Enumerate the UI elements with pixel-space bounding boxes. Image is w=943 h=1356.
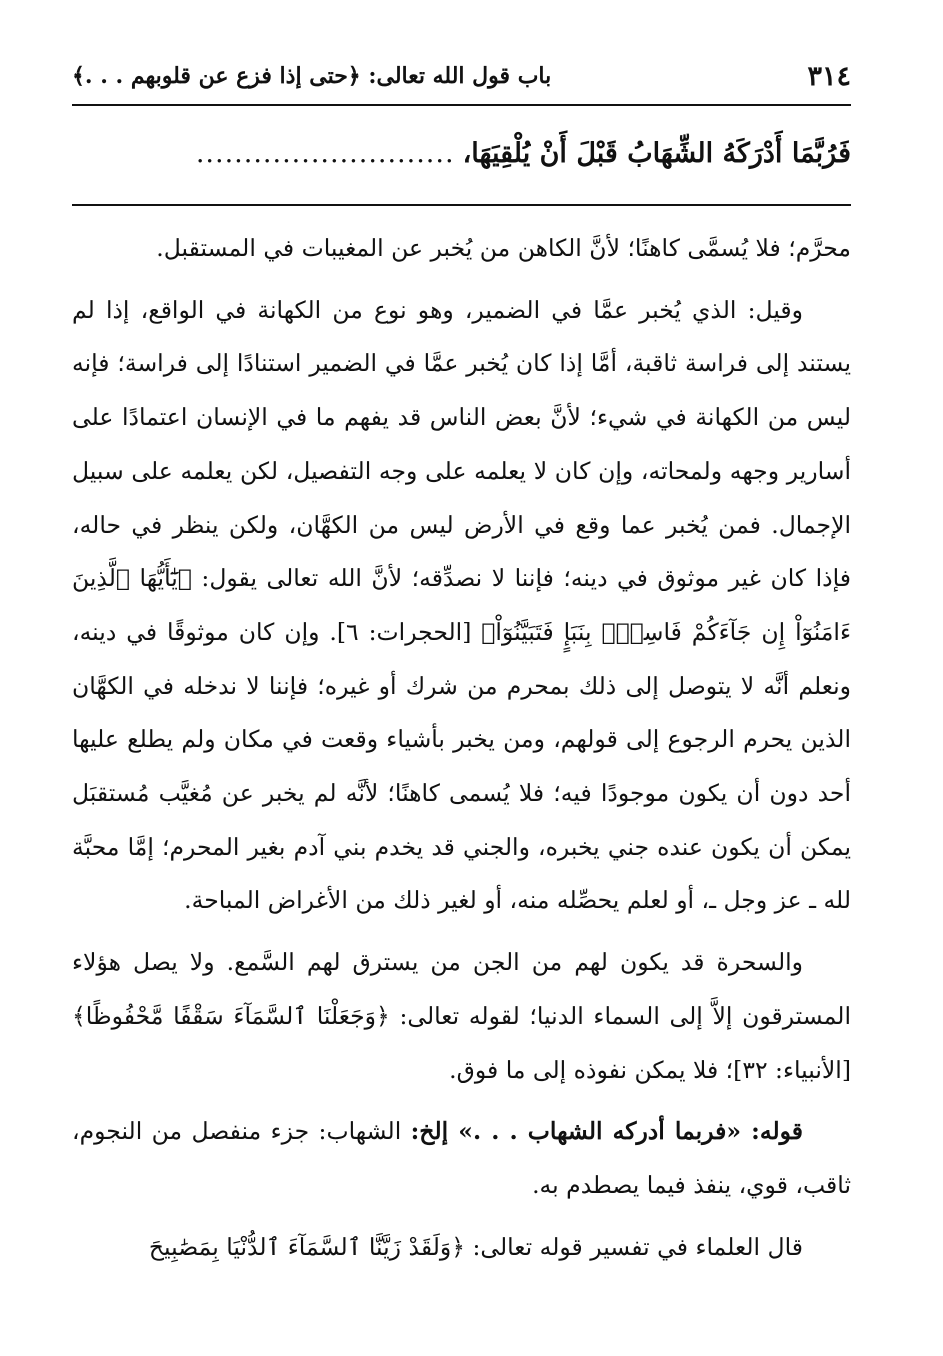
book-page (72, 0, 851, 1356)
matn-rule (72, 204, 851, 206)
header-rule (72, 104, 851, 106)
matn-dots: ........................... (195, 137, 455, 169)
running-head (72, 56, 851, 96)
paragraph-scholars: قال العلماء في تفسير قوله تعالى: ﴿وَلَقَدْ زَيَّنَّا ٱلسَّمَآءَ ٱلدُّنْيَا بِمَصَٰبِيحَ (148, 1232, 803, 1261)
paragraph-continuation: محرَّم؛ فلا يُسمَّى كاهنًا؛ لأنَّ الكاهن من يُخبر عن المغيبات في المستقبل. (156, 234, 851, 262)
qawl-text: الشهاب: جزء منفصل من النجوم، ثاقب، قوي، ينفذ فيما يصطدم به. (72, 1117, 851, 1199)
matn-quote (72, 120, 851, 186)
page-number: ٣١٤ (807, 60, 851, 92)
chapter-title: باب قول الله تعالى: ﴿حتى إذا فزع عن قلوبهم . . .﴾ (72, 63, 552, 89)
qawl-lead: قوله: «فربما أدركه الشهاب . . .» إلخ: (410, 1117, 803, 1146)
paragraph-fortune-telling: وقيل: الذي يُخبر عمَّا في الضمير، وهو نوع من الكهانة في الواقع، إذا لم يستند إلى فراسة ثاقبة، أمَّا إذا كان يُخبر عمَّا في الضمير استنادًا إلى فراسة؛ فإنه ليس من الكهانة في شيء؛ لأنَّ بعض الناس قد يفهم ما في الإنسان اعتمادًا على أسارير وجهه ولمحاته، وإن كان لا يعلمه على وجه التفصيل، لكن يعلمه على سبيل الإجمال. فمن يُخبر عما وقع في الأرض ليس من الكهَّان، ولكن ينظر في حاله، فإذا كان غير موثوق في دينه؛ فإننا لا نصدِّقه؛ لأنَّ الله تعالى يقول: ﴿يَٰٓأَيُّهَا ٱلَّذِينَ ءَامَنُوٓاْ إِن جَآءَكُمْ فَاسِقُۢ بِنَبَإٍ فَتَبَيَّنُوٓاْ﴾ [الحجرات: ٦]. وإن كان موثوقًا في دينه، ونعلم أنَّه لا يتوصل إلى ذلك بمحرم من شرك أو غيره؛ فإننا لا ندخله في الكهَّان الذين يحرم الرجوع إلى قولهم، ومن يخبر بأشياء وقعت في مكان ولم يطلع عليها أحد دون أن يكون موجودًا فيه؛ فلا يُسمى كاهنًا؛ لأنَّه لم يخبر عن مُغيَّب مُستقبَل يمكن أن يكون عنده جني يخبره، والجني قد يخدم بني آدم بغير المحرم؛ إمَّا محبَّة لله ـ عز وجل ـ، أو لعلم يحصِّله منه، أو لغير ذلك من الأغراض المباحة. (72, 295, 851, 915)
paragraph-sorcerers: والسحرة قد يكون لهم من الجن من يسترق لهم السَّمع. ولا يصل هؤلاء المسترقون إلاَّ إلى السماء الدنيا؛ لقوله تعالى: ﴿وَجَعَلْنَا ٱلسَّمَآءَ سَقْفًا مَّحْفُوظًا﴾ [الأنبياء: ٣٢]؛ فلا يمكن نفوذه إلى ما فوق. (72, 948, 851, 1084)
matn-text: فَرُبَّمَا أَدْرَكَهُ الشِّهَابُ قَبْلَ أَنْ يُلْقِيَهَا، (462, 137, 851, 169)
paragraph-qawl (72, 1105, 851, 1212)
commentary-body (72, 222, 851, 1356)
